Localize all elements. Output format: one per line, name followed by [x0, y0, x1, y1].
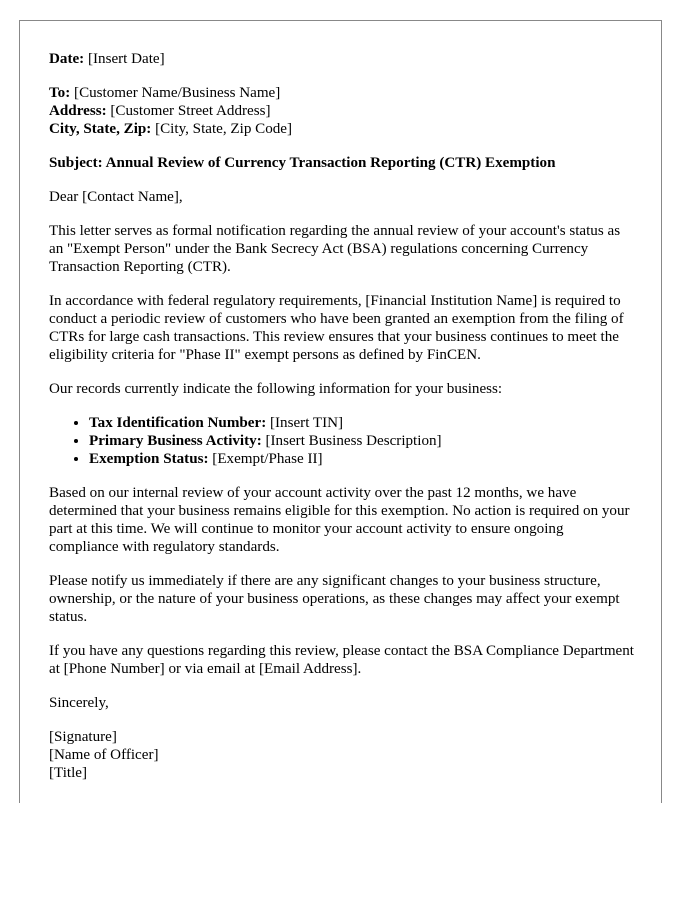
city-line: [49, 120, 634, 138]
list-item: [89, 414, 634, 432]
letter-body: [49, 50, 634, 798]
address-label: Address:: [49, 103, 107, 119]
to-line: [49, 84, 634, 102]
info-label-activity: Primary Business Activity:: [89, 433, 262, 449]
info-label-status: Exemption Status:: [89, 451, 209, 467]
recipient-block: [49, 84, 634, 138]
date-label: Date:: [49, 51, 85, 67]
paragraph-1: This letter serves as formal notification regarding the annual review of your account's status as an "Exempt Person" under the Bank Secrecy Act (BSA) regulations concerning Currency Transaction Reporting (CTR).: [49, 223, 621, 275]
salutation: Dear [Contact Name],: [49, 189, 183, 205]
city-label: City, State, Zip:: [49, 121, 152, 137]
signature-block: [49, 728, 634, 782]
closing: Sincerely,: [49, 695, 109, 711]
officer-name: [Name of Officer]: [49, 747, 159, 763]
paragraph-4: Based on our internal review of your account activity over the past 12 months, we have determined that your business remains eligible for this exemption. No action is required on your part at this time. We will continue to monitor your account activity to ensure ongoing compliance with regulatory standards.: [49, 485, 630, 555]
info-value-activity: [Insert Business Description]: [261, 433, 442, 449]
officer-title: [Title]: [49, 765, 88, 781]
paragraph-5: Please notify us immediately if there are any significant changes to your business structure, ownership, or the nature of your business operations, as these changes may affect your exempt status.: [49, 573, 620, 625]
to-label: To:: [49, 85, 71, 101]
paragraph-6: If you have any questions regarding this review, please contact the BSA Compliance Department at [Phone Number] or via email at [Email Address].: [49, 643, 634, 677]
info-label-tin: Tax Identification Number:: [89, 415, 267, 431]
to-value: [Customer Name/Business Name]: [70, 85, 281, 101]
list-item: [89, 450, 634, 468]
letter-page: [19, 20, 662, 803]
info-value-status: [Exempt/Phase II]: [208, 451, 323, 467]
info-value-tin: [Insert TIN]: [266, 415, 344, 431]
date-line: [49, 50, 634, 68]
city-value: [City, State, Zip Code]: [151, 121, 293, 137]
list-item: [89, 432, 634, 450]
date-value: [Insert Date]: [84, 51, 165, 67]
address-line: [49, 102, 634, 120]
address-value: [Customer Street Address]: [106, 103, 271, 119]
signature: [Signature]: [49, 729, 117, 745]
paragraph-3: Our records currently indicate the following information for your business:: [49, 381, 503, 397]
business-info-list: [49, 414, 634, 468]
paragraph-2: In accordance with federal regulatory requirements, [Financial Institution Name] is required to conduct a periodic review of customers who have been granted an exemption from the filing of CTRs for large cash transactions. This review ensures that your business continues to meet the eligibility criteria for "Phase II" exempt persons as defined by FinCEN.: [49, 293, 624, 363]
subject-line: Subject: Annual Review of Currency Transaction Reporting (CTR) Exemption: [49, 155, 556, 171]
